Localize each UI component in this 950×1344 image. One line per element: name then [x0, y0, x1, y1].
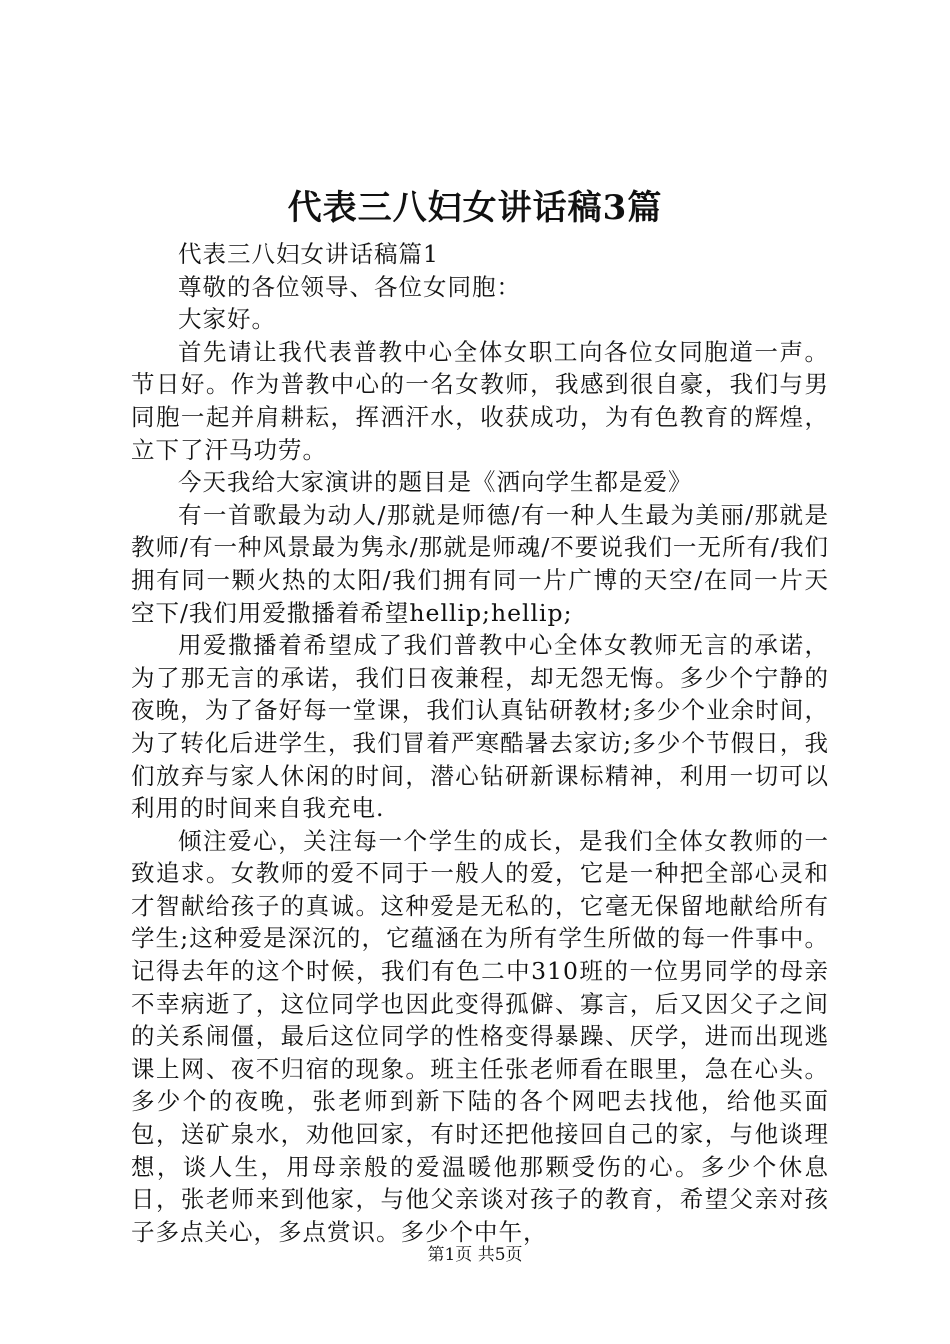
body-paragraph: 有一首歌最为动人/那就是师德/有一种人生最为美丽/那就是教师/有一种风景最为隽永/那就是师魂/不要说我们一无所有/我们拥有同一颗火热的太阳/我们拥有同一片广博的天空/在同一片天空下/我们用爱撒播着希望hellip;hellip;: [131, 500, 829, 627]
body-paragraph: 首先请让我代表普教中心全体女职工向各位女同胞道一声。节日好。作为普教中心的一名女教师，我感到很自豪，我们与男同胞一起并肩耕耘，挥洒汗水，收获成功，为有色教育的辉煌，立下了汗马功劳。: [131, 337, 829, 464]
document-title: 代表三八妇女讲话稿3篇: [287, 188, 663, 228]
document-body: [131, 238, 829, 1248]
body-paragraph: 用爱撒播着希望成了我们普教中心全体女教师无言的承诺，为了那无言的承诺，我们日夜兼程，却无怨无悔。多少个宁静的夜晚，为了备好每一堂课，我们认真钻研教材;多少个业余时间，为了转化后进学生，我们冒着严寒酷暑去家访;多少个节假日，我们放弃与家人休闲的时间，潜心钻研新课标精神，利用一切可以利用的时间来自我充电.: [131, 631, 829, 823]
greeting: 大家好。: [178, 305, 276, 334]
speech-topic: 今天我给大家演讲的题目是《洒向学生都是爱》: [178, 468, 693, 497]
page-number-footer: 第1页 共5页: [427, 1245, 523, 1265]
body-paragraph: 倾注爱心，关注每一个学生的成长，是我们全体女教师的一致追求。女教师的爱不同于一般人的爱，它是一种把全部心灵和才智献给孩子的真诚。这种爱是无私的，它毫无保留地献给所有学生;这种爱是深沉的，它蕴涵在为所有学生所做的每一件事中。记得去年的这个时候，我们有色二中310班的一位男同学的母亲不幸病逝了，这位同学也因此变得孤僻、寡言，后又因父子之间的关系闹僵，最后这位同学的性格变得暴躁、厌学，进而出现逃课上网、夜不归宿的现象。班主任张老师看在眼里，急在心头。多少个的夜晚，张老师到新下陆的各个网吧去找他，给他买面包，送矿泉水，劝他回家，有时还把他接回自己的家，与他谈理想，谈人生，用母亲般的爱温暖他那颗受伤的心。多少个休息日，张老师来到他家，与他父亲谈对孩子的教育，希望父亲对孩子多点关心，多点赏识。多少个中午，: [131, 826, 829, 1246]
section-heading: 代表三八妇女讲话稿篇1: [178, 240, 439, 268]
salutation: 尊敬的各位领导、各位女同胞：: [178, 272, 521, 301]
